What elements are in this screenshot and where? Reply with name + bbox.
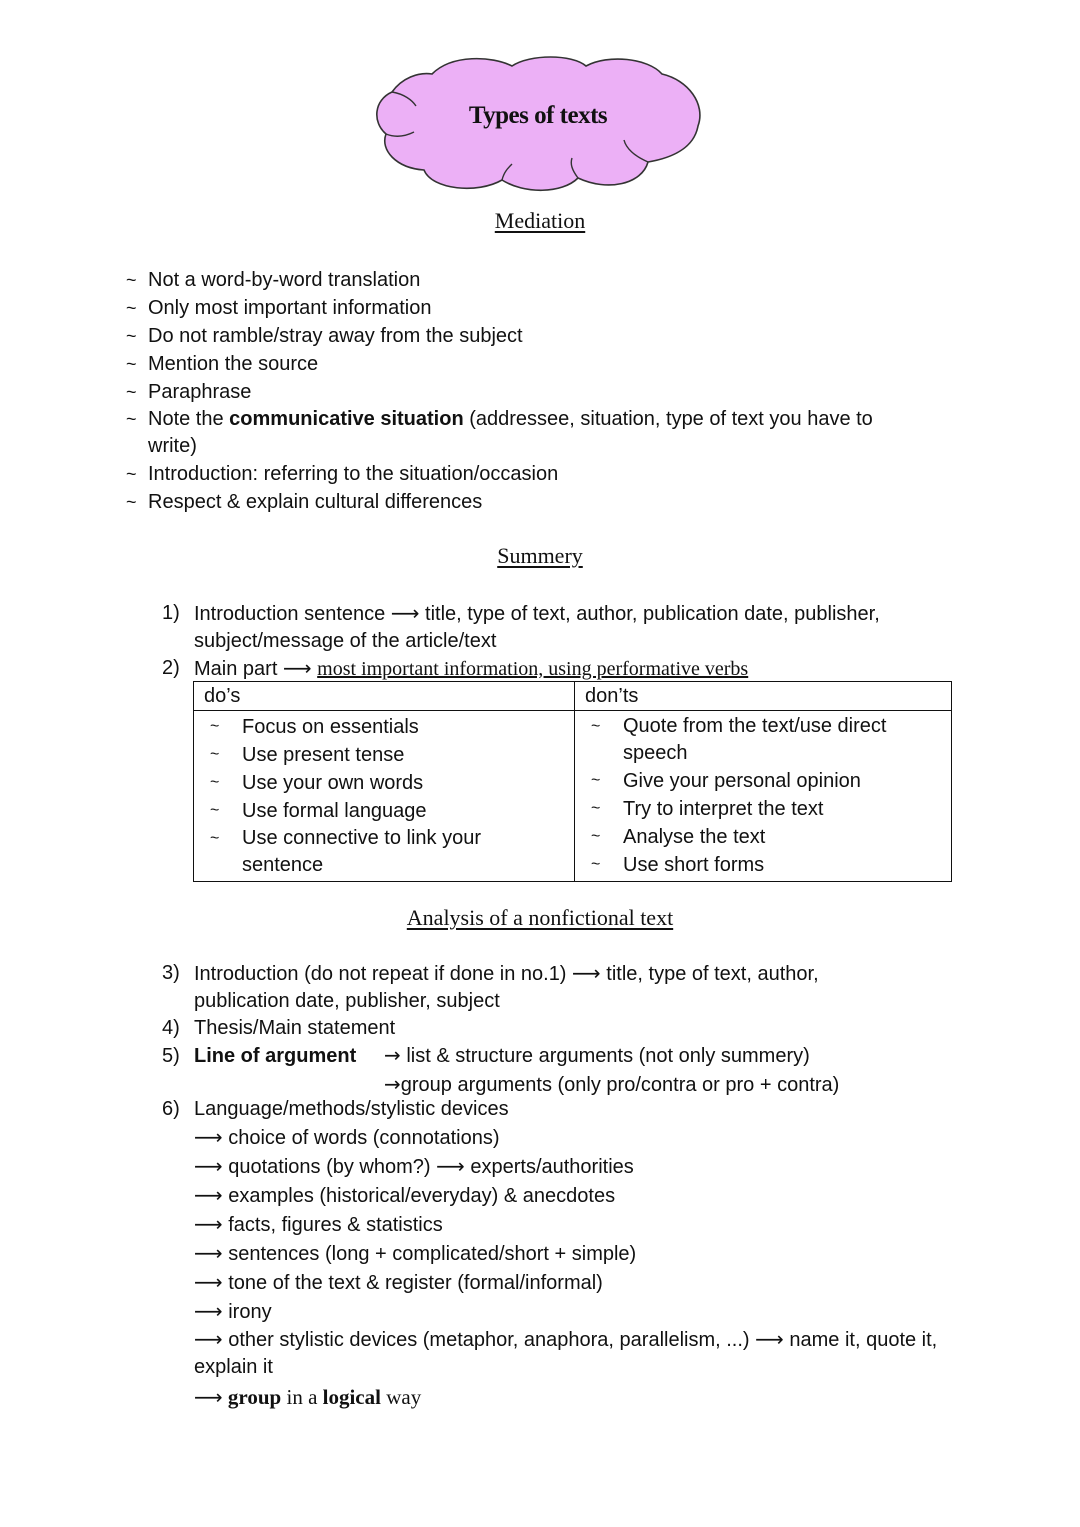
list-item: ~ Quote from the text/use direct speech bbox=[591, 715, 887, 764]
list-item: ⟶ choice of words (connotations) bbox=[194, 1125, 500, 1149]
list-item: ~ Only most important information bbox=[126, 297, 432, 319]
list-item: ~ Use your own words bbox=[210, 772, 424, 794]
list-item: ⟶ examples (historical/everyday) & anecdotes bbox=[194, 1183, 616, 1207]
analysis-steps bbox=[162, 960, 862, 1042]
list-item: ⟶ facts, figures & statistics bbox=[194, 1212, 443, 1236]
list-item: ~ Mention the source bbox=[126, 353, 319, 375]
list-item: 2) Main part ⟶ most important information, using performative verbs bbox=[162, 656, 749, 680]
summary-heading: Summery bbox=[497, 543, 583, 568]
list-item: ~ Respect & explain cultural differences bbox=[126, 491, 483, 513]
summary-steps bbox=[162, 600, 952, 683]
list-item: 3) Introduction (do not repeat if done in no.1) ⟶ title, type of text, author, publication date, publisher, subject bbox=[162, 961, 819, 1012]
dos-header: do’s bbox=[194, 682, 575, 711]
line-of-argument: 5) Line of argument → list & structure arguments (not only summery) →group arguments (only pro/contra or pro + contra) bbox=[162, 1043, 840, 1096]
list-item: ~ Introduction: referring to the situation/occasion bbox=[126, 463, 559, 485]
list-item: ~ Analyse the text bbox=[591, 826, 766, 848]
list-item: ~ Use connective to link your sentence bbox=[210, 827, 482, 876]
analysis-heading: Analysis of a nonfictional text bbox=[406, 905, 674, 930]
list-item: ⟶ tone of the text & register (formal/informal) bbox=[194, 1270, 603, 1294]
dos-donts-table bbox=[193, 681, 952, 882]
list-item: ~ Use formal language bbox=[210, 800, 427, 822]
list-item: ~ Use short forms bbox=[591, 854, 765, 876]
list-item: ~ Not a word-by-word translation bbox=[126, 269, 421, 291]
list-item: ⟶ irony bbox=[194, 1299, 272, 1323]
list-item: ⟶ sentences (long + complicated/short + simple) bbox=[194, 1241, 637, 1265]
list-item: ~ Give your personal opinion bbox=[591, 770, 861, 792]
dos-cell bbox=[194, 711, 575, 882]
mediation-heading: Mediation bbox=[494, 208, 586, 233]
mediation-list bbox=[126, 266, 926, 516]
donts-cell bbox=[575, 711, 952, 882]
page-title: Types of texts bbox=[468, 102, 608, 129]
list-item: ⟶ group in a logical way bbox=[194, 1385, 422, 1409]
list-item: 4) Thesis/Main statement bbox=[162, 1017, 396, 1039]
list-item: ⟶ other stylistic devices (metaphor, anaphora, parallelism, ...) ⟶ name it, quote it, explain it bbox=[194, 1327, 938, 1378]
list-item: ~ Paraphrase bbox=[126, 381, 252, 403]
donts-header: don’ts bbox=[575, 682, 952, 711]
list-item: ~ Use present tense bbox=[210, 744, 405, 766]
language-methods: 6) Language/methods/stylistic devices ⟶ choice of words (connotations) ⟶ quotations (by whom?) ⟶ experts/authorities ⟶ examples (historical/everyday) & anecdotes ⟶ facts, figures & statistics ⟶ sentences (long + complicated/short + simple) ⟶ tone of the text & register (formal/informal) ⟶ irony ⟶ other stylistic devices (metaphor, anaphora, parallelism, ...) ⟶ name it, quote it, explain it ⟶ group in a logical way bbox=[162, 1096, 962, 1411]
list-item: ~ Do not ramble/stray away from the subject bbox=[126, 325, 523, 347]
list-item: ~ Note the communicative situation (addressee, situation, type of text you have to write) bbox=[126, 408, 873, 457]
list-item: ⟶ quotations (by whom?) ⟶ experts/authorities bbox=[194, 1154, 634, 1178]
list-item: ~ Focus on essentials bbox=[210, 716, 419, 738]
list-item: ~ Try to interpret the text bbox=[591, 798, 824, 820]
list-item: 1) Introduction sentence ⟶ title, type of text, author, publication date, publisher, subject/message of the article/text bbox=[162, 601, 880, 652]
title-cloud bbox=[372, 52, 704, 194]
